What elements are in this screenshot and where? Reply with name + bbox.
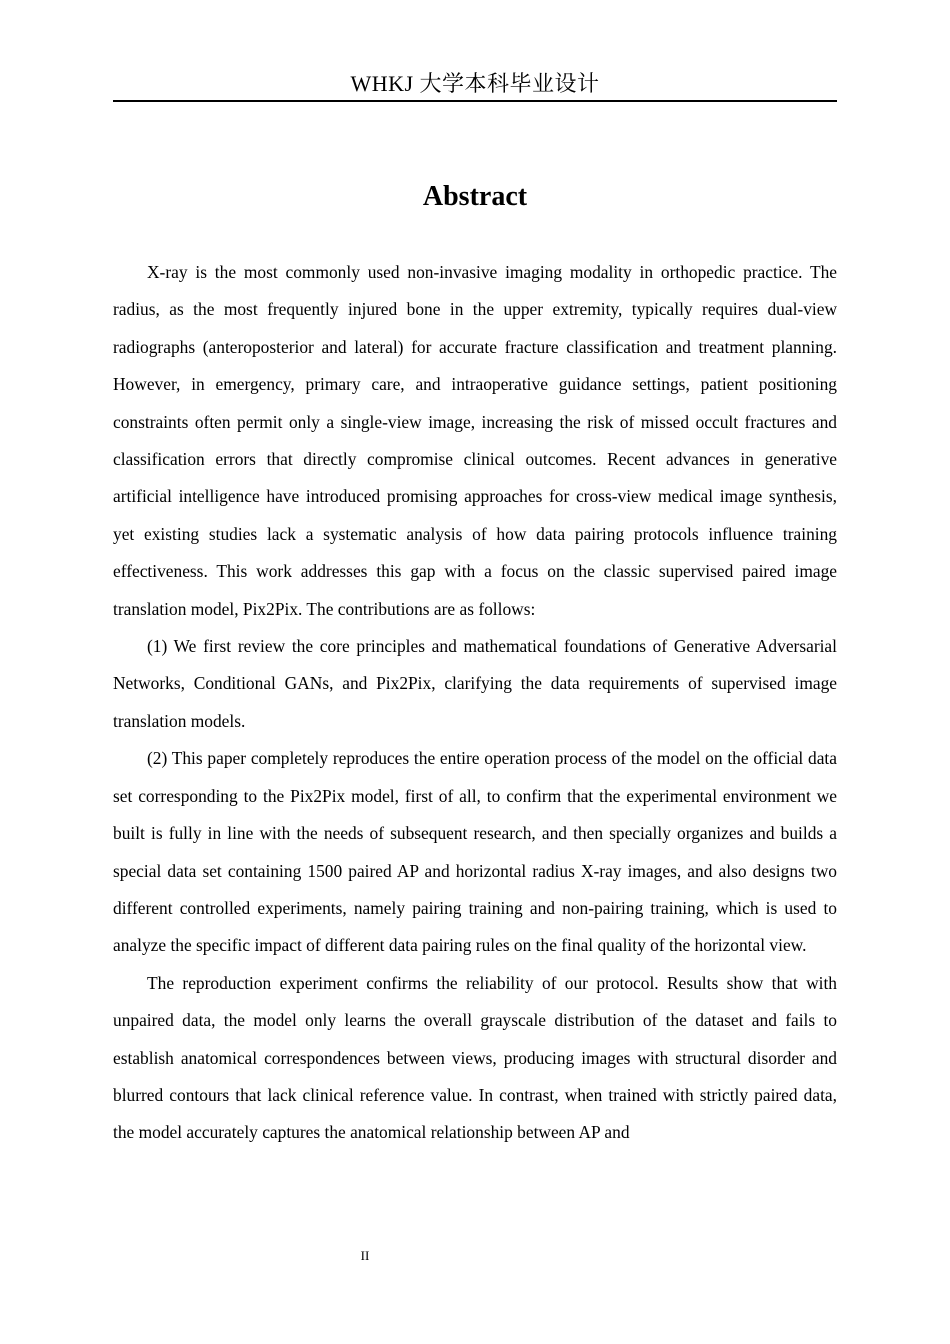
abstract-paragraph-contribution-1: (1) We first review the core principles and mathematical foundations of Generative Adversarial Networks, Conditional GANs, and Pix2Pix, clarifying the data requirements of supervised image translation models. [113, 636, 837, 731]
abstract-body [113, 254, 837, 1152]
abstract-title: Abstract [422, 181, 528, 212]
abstract-paragraph-results: The reproduction experiment confirms the reliability of our protocol. Results show that with unpaired data, the model only learns the overall grayscale distribution of the dataset and fails to establish anatomical correspondences between views, producing images with structural disorder and blurred contours that lack clinical reference value. In contrast, when trained with strictly paired data, the model accurately captures the anatomical relationship between AP and [113, 972, 837, 1143]
header-rule [113, 100, 837, 102]
abstract-paragraph-intro: X-ray is the most commonly used non-invasive imaging modality in orthopedic practice. The radius, as the most frequently injured bone in the upper extremity, typically requires dual-view radiographs (anteroposterior and lateral) for accurate fracture classification and treatment planning. However, in emergency, primary care, and intraoperative guidance settings, patient positioning constraints often permit only a single-view image, increasing the risk of missed occult fractures and classification errors that directly compromise clinical outcomes. Recent advances in generative artificial intelligence have introduced promising approaches for cross-view medical image synthesis, yet existing studies lack a systematic analysis of how data pairing protocols influence training effectiveness. This work addresses this gap with a focus on the classic supervised paired image translation model, Pix2Pix. The contributions are as follows: [113, 262, 837, 619]
abstract-paragraph-contribution-2: (2) This paper completely reproduces the entire operation process of the model on the official data set corresponding to the Pix2Pix model, first of all, to confirm that the experimental environment we built is fully in line with the needs of subsequent research, and then specially organizes and builds a special data set containing 1500 paired AP and horizontal radius X-ray images, and also designs two different controlled experiments, namely pairing training and non-pairing training, which is used to analyze the specific impact of different data pairing rules on the final quality of the horizontal view. [113, 748, 837, 956]
page-number: II [360, 1248, 370, 1263]
running-header: WHKJ 大学本科毕业设计 [350, 71, 600, 96]
